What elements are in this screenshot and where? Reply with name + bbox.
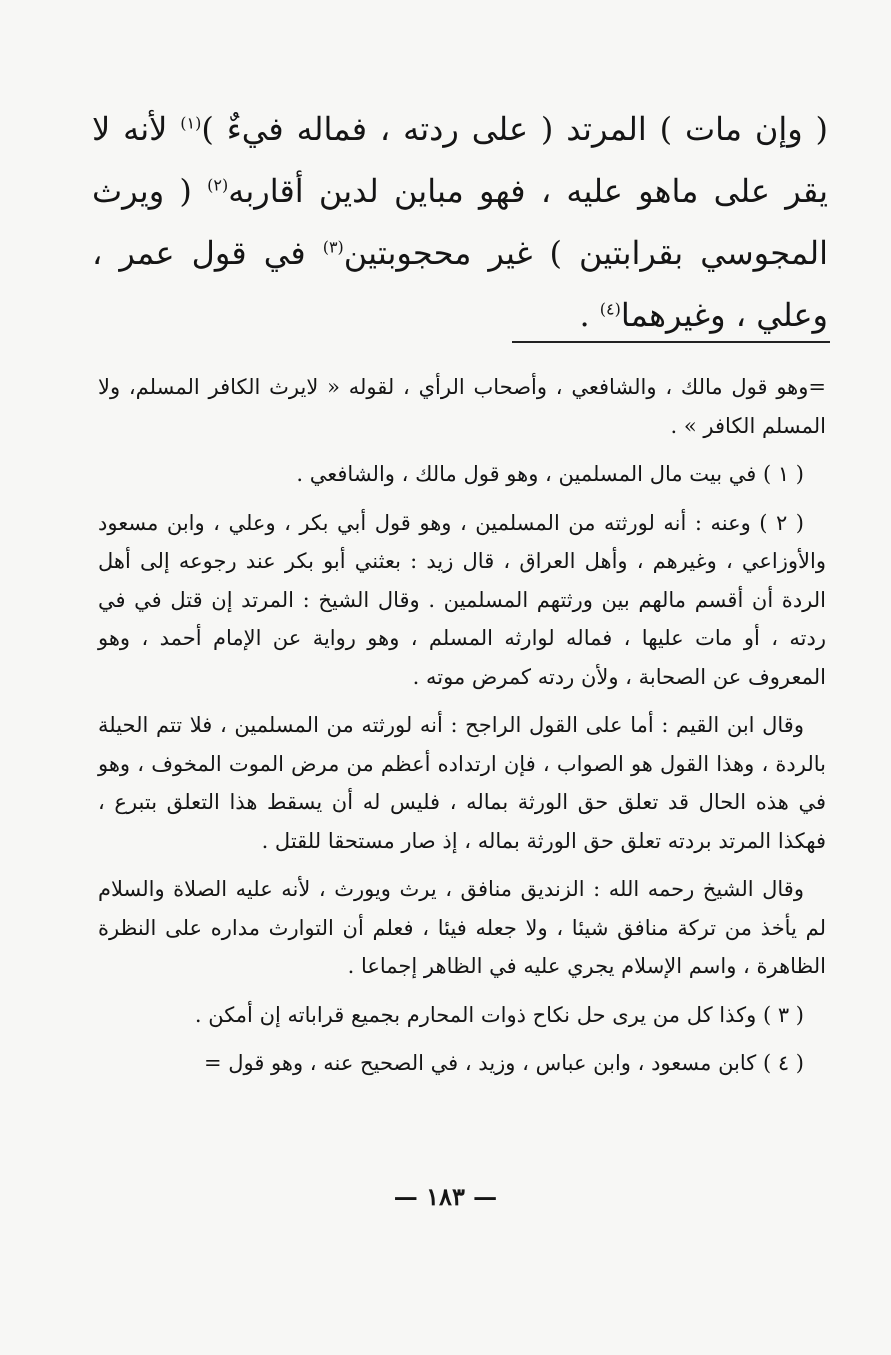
main-line-3: المجوسي بقرابتين ) غير محجوبتين [343, 234, 828, 272]
footnote-2: ( ٢ ) وعنه : أنه لورثته من المسلمين ، وهو قول أبي بكر ، وعلي ، وابن مسعود والأوزاعي ، وغيرهم ، وأهل العراق ، قال زيد : بعثني أبو بكر عند رجوعه إلى أهل الردة أن أقسم مالهم بين ورثتهم المسلمين . وقال الشيخ : المرتد إن قتل في في ردته ، أو مات عليها ، فماله لوارثه المسلم ، وهو رواية عن الإمام أحمد ، وهو المعروف عن الصحابة ، ولأن ردته كمرض موته . [98, 510, 826, 689]
footnote-ref-3: (٣) [322, 237, 344, 257]
footnote-continued: =وهو قول مالك ، والشافعي ، وأصحاب الرأي ، لقوله « لايرث الكافر المسلم، ولا المسلم الكافر » . [98, 375, 826, 438]
main-paragraph [92, 98, 828, 346]
footnote-1: ( ١ ) في بيت مال المسلمين ، وهو قول مالك ، والشافعي . [296, 462, 804, 486]
footnote-ref-1: (١) [180, 113, 202, 133]
footnote-4: ( ٤ ) كابن مسعود ، وابن عباس ، وزيد ، في الصحيح عنه ، وهو قول = [203, 1051, 804, 1075]
footnotes [98, 368, 826, 1093]
footnote-ref-2: (٢) [207, 175, 229, 195]
footnote-2-ibn-alqayyim: وقال ابن القيم : أما على القول الراجح : أنه لورثته من المسلمين ، فلا تتم الحيلة بالردة ، وهذا القول هو الصواب ، فإن ارتداده أعظم من مرض الموت المخوف ، وهو في هذه الحال قد تعلق حق الورثة بماله ، فليس له أن يسقط هذا التعلق بتبرع ، فهكذا المرتد بردته تعلق حق الورثة بماله ، إذ صار مستحقا للقتل . [98, 713, 826, 853]
footnote-2-sheikh: وقال الشيخ رحمه الله : الزنديق منافق ، يرث ويورث ، لأنه عليه الصلاة والسلام لم يأخذ من تركة منافق شيئا ، ولا جعله فيئا ، فعلم أن التوارث مداره على النظرة الظاهرة ، واسم الإسلام يجري عليه في الظاهر إجماعا . [98, 877, 826, 978]
main-line-1-end: لأنه لا [92, 110, 181, 148]
page-number: — ١٨٣ — [393, 1182, 498, 1211]
main-line-3-end: في قول عمر ، وعلي ، [92, 234, 828, 334]
footnote-separator [512, 341, 830, 343]
footnote-ref-4: (٤) [599, 299, 621, 319]
footnote-3: ( ٣ ) وكذا كل من يرى حل نكاح ذوات المحارم بجميع قراباته إن أمكن . [194, 1002, 804, 1027]
main-line-2: يقر على ماهو عليه ، فهو مباين لدين أقاربه [228, 172, 829, 210]
main-line-4-end: . [579, 296, 600, 334]
main-line-2-end: ( ويرث [92, 172, 208, 210]
main-line-1: ( وإن مات ) المرتد ( على ردته ، فماله فيءٌ ) [201, 110, 829, 148]
main-line-4: وغيرهما [620, 296, 726, 334]
main-text [92, 98, 828, 346]
